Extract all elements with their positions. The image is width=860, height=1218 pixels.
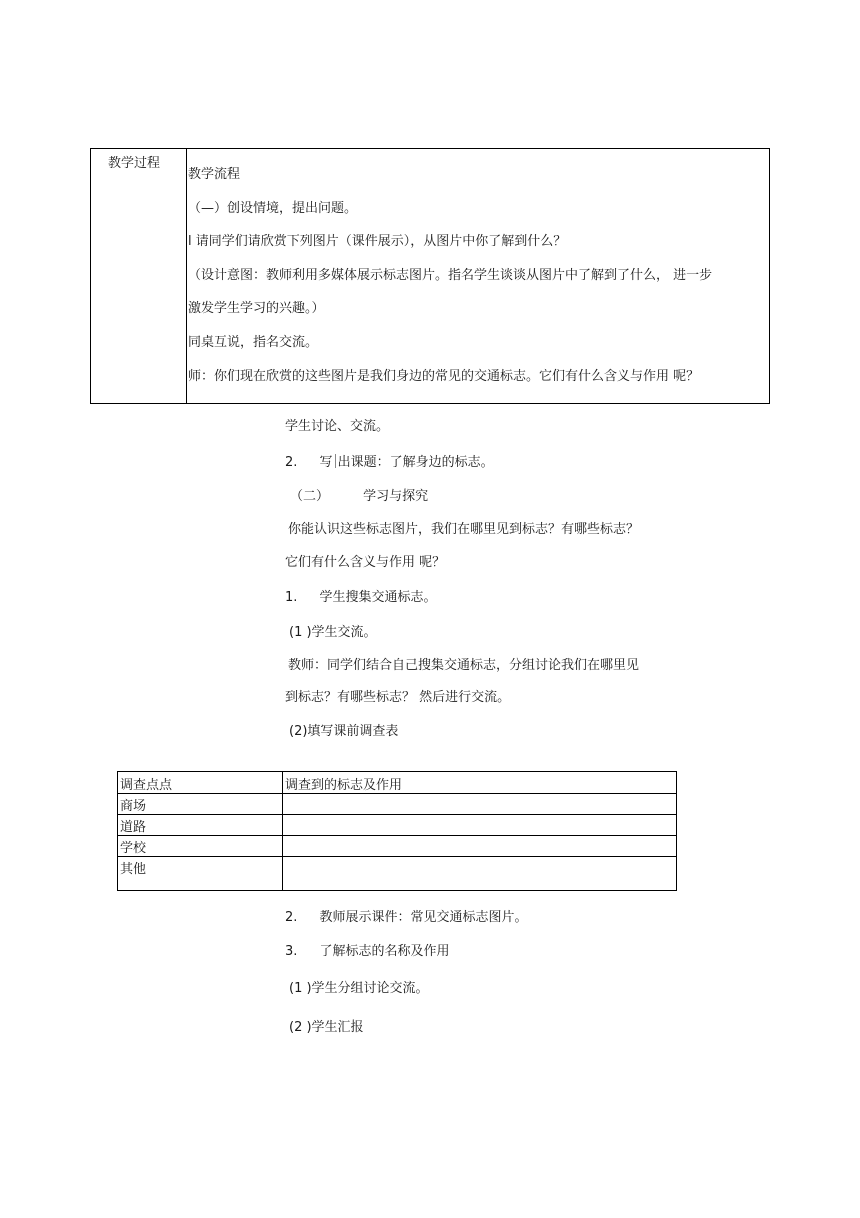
part-two-title: 学习与探究 [363, 489, 429, 504]
step-two-line [285, 451, 494, 470]
item-one-line [285, 586, 437, 605]
teacher-instruction-line2: 到标志？有哪些标志？ 然后进行交流。 [285, 690, 511, 705]
survey-row-other: 其他 [120, 862, 147, 877]
flow-heading: 教学流程 [188, 167, 241, 182]
sub-item-one: (1 )学生交流。 [289, 625, 377, 640]
step-two-text-start: 写 [319, 455, 333, 470]
item-two-text: 教师展示课件：常见交通标志图片。 [319, 910, 528, 925]
survey-row-mall: 商场 [120, 799, 147, 814]
item-two-number: 2. [285, 910, 298, 925]
teacher-statement: 师：你们现在欣赏的这些图片是我们身边的常见的交通标志。它们有什么含义与作用 呢？ [188, 369, 700, 384]
lesson-process-table [90, 148, 770, 404]
step-two-number: 2. [285, 455, 298, 470]
item-three-text: 了解标志的名称及作用 [319, 944, 450, 959]
final-sub-item-one: (1 )学生分组讨论交流。 [289, 981, 429, 996]
survey-row-divider [118, 835, 676, 836]
part-two-heading [290, 485, 428, 504]
survey-row-divider [118, 814, 676, 815]
survey-row-school: 学校 [120, 841, 147, 856]
step-one-heading: （—）创设情境，提出问题。 [188, 201, 358, 216]
item-three-line [285, 940, 450, 959]
design-intent-line1: （设计意图：教师利用多媒体展示标志图片。指名学生谈谈从图片中了解到了什么， 进一步 [188, 268, 713, 283]
survey-header-signs: 调查到的标志及作用 [285, 778, 403, 793]
survey-row-divider [118, 793, 676, 794]
survey-row-road: 道路 [120, 820, 147, 835]
discussion-line: 学生讨论、交流。 [285, 419, 390, 434]
table-column-divider [186, 149, 187, 403]
question-line2: 它们有什么含义与作用 呢？ [285, 555, 446, 570]
text-cursor [335, 454, 336, 468]
item-one-number: 1. [285, 590, 298, 605]
item-one-text: 学生搜集交通标志。 [319, 590, 437, 605]
step-two-text-end: 出课题：了解身边的标志。 [337, 455, 494, 470]
pair-discussion: 同桌互说，指名交流。 [188, 335, 319, 350]
sub-item-two: (2)填写课前调查表 [289, 724, 399, 739]
survey-row-divider [118, 856, 676, 857]
section-label: 教学过程 [108, 156, 161, 171]
final-sub-item-two: (2 )学生汇报 [289, 1020, 364, 1035]
design-intent-line2: 激发学生学习的兴趣。） [188, 301, 325, 316]
step-one-prompt: l 请同学们请欣赏下列图片（课件展示），从图片中你了解到什么？ [188, 234, 567, 249]
question-line1: 你能认识这些标志图片，我们在哪里见到标志？有哪些标志？ [288, 522, 640, 537]
part-two-number: （二） [290, 489, 330, 504]
survey-column-divider [282, 772, 283, 890]
survey-header-location: 调查点点 [120, 778, 173, 793]
survey-table [117, 771, 677, 891]
item-two-line [285, 906, 528, 925]
teacher-instruction-line1: 教师：同学们结合自己搜集交通标志，分组讨论我们在哪里见 [288, 658, 640, 673]
item-three-number: 3. [285, 944, 298, 959]
